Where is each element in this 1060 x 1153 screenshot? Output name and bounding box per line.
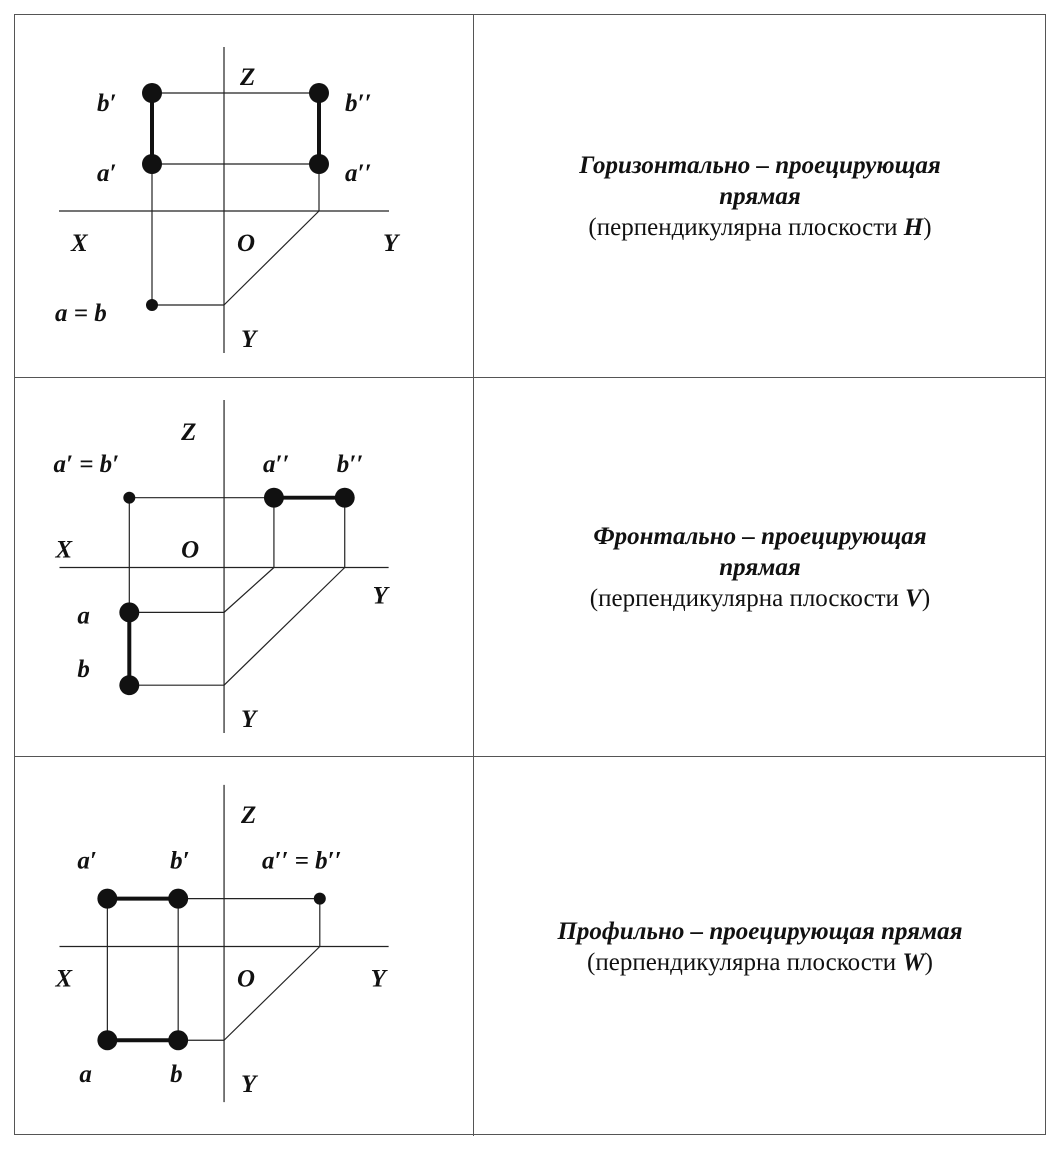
label-o: O [237, 230, 256, 257]
point-b-dprime [309, 83, 329, 103]
diagram-frontal-projecting [15, 378, 475, 756]
constant-line [224, 567, 345, 685]
label-b: b [77, 656, 90, 684]
label-y-right: Y [372, 582, 388, 610]
label-a-prime: a′ [77, 847, 97, 875]
line-type-title: Профильно – проецирующая прямая [557, 917, 963, 945]
label-z: Z [241, 801, 257, 829]
point-b [119, 675, 139, 695]
projection-table [14, 14, 1046, 1135]
point-ab-prime [123, 492, 135, 504]
label-b-prime: b′ [97, 90, 117, 117]
point-b [168, 1030, 188, 1050]
label-ab-prime: a′ = b′ [53, 450, 120, 478]
column-divider [473, 378, 474, 756]
point-a-dprime [264, 488, 284, 508]
table-row-profile [15, 756, 1045, 1136]
constant-line [224, 567, 274, 612]
label-y-right: Y [370, 965, 386, 993]
point-a-dprime [309, 154, 329, 174]
label-a: a [79, 1061, 92, 1089]
label-z: Z [181, 418, 197, 446]
point-b-prime [142, 83, 162, 103]
line-type-note: (перпендикулярна плоскости H) [588, 213, 932, 241]
point-ab-dprime [314, 893, 326, 905]
constant-line [224, 947, 320, 1041]
point-b-prime [168, 889, 188, 909]
label-b-prime: b′ [170, 847, 190, 875]
point-a-prime [142, 154, 162, 174]
column-divider [473, 757, 474, 1136]
label-y-bottom: Y [241, 1071, 257, 1099]
label-b-dprime: b′′ [336, 450, 364, 478]
label-a: a [77, 602, 90, 630]
label-ab-dprime: a′′ = b′′ [261, 847, 342, 875]
point-a-prime [97, 889, 117, 909]
constant-line [224, 211, 319, 305]
table-row-horizontal [15, 15, 1045, 377]
line-type-title: Фронтально – проецирующая прямая [593, 522, 927, 581]
label-a-dprime: a′′ [262, 450, 290, 478]
line-type-note: (перпендикулярна плоскости V) [589, 584, 931, 612]
point-a [119, 602, 139, 622]
label-y-right: Y [383, 230, 399, 257]
label-a-prime: a′ [97, 160, 117, 187]
description-profile [475, 757, 1045, 1136]
label-b-dprime: b′′ [345, 90, 372, 117]
label-y-bottom: Y [241, 706, 257, 734]
point-a [97, 1030, 117, 1050]
label-b: b [170, 1061, 183, 1089]
line-type-title: Горизонтально – проецирующая прямая [579, 151, 941, 210]
diagram-profile-projecting [15, 757, 475, 1136]
label-ab: a = b [55, 300, 107, 327]
label-a-dprime: a′′ [345, 160, 372, 187]
label-x: X [71, 230, 88, 257]
table-row-frontal [15, 377, 1045, 756]
point-ab [146, 299, 158, 311]
label-y-bottom: Y [241, 326, 257, 353]
line-type-note: (перпендикулярна плоскости W) [587, 948, 933, 976]
label-o: O [181, 536, 200, 564]
point-b-dprime [335, 488, 355, 508]
label-z: Z [240, 64, 256, 91]
label-x: X [55, 536, 73, 564]
description-frontal [475, 378, 1045, 756]
diagram-horizontal-projecting [15, 15, 475, 377]
column-divider [473, 15, 474, 377]
label-o: O [237, 965, 256, 993]
label-x: X [55, 965, 73, 993]
description-horizontal [475, 15, 1045, 377]
